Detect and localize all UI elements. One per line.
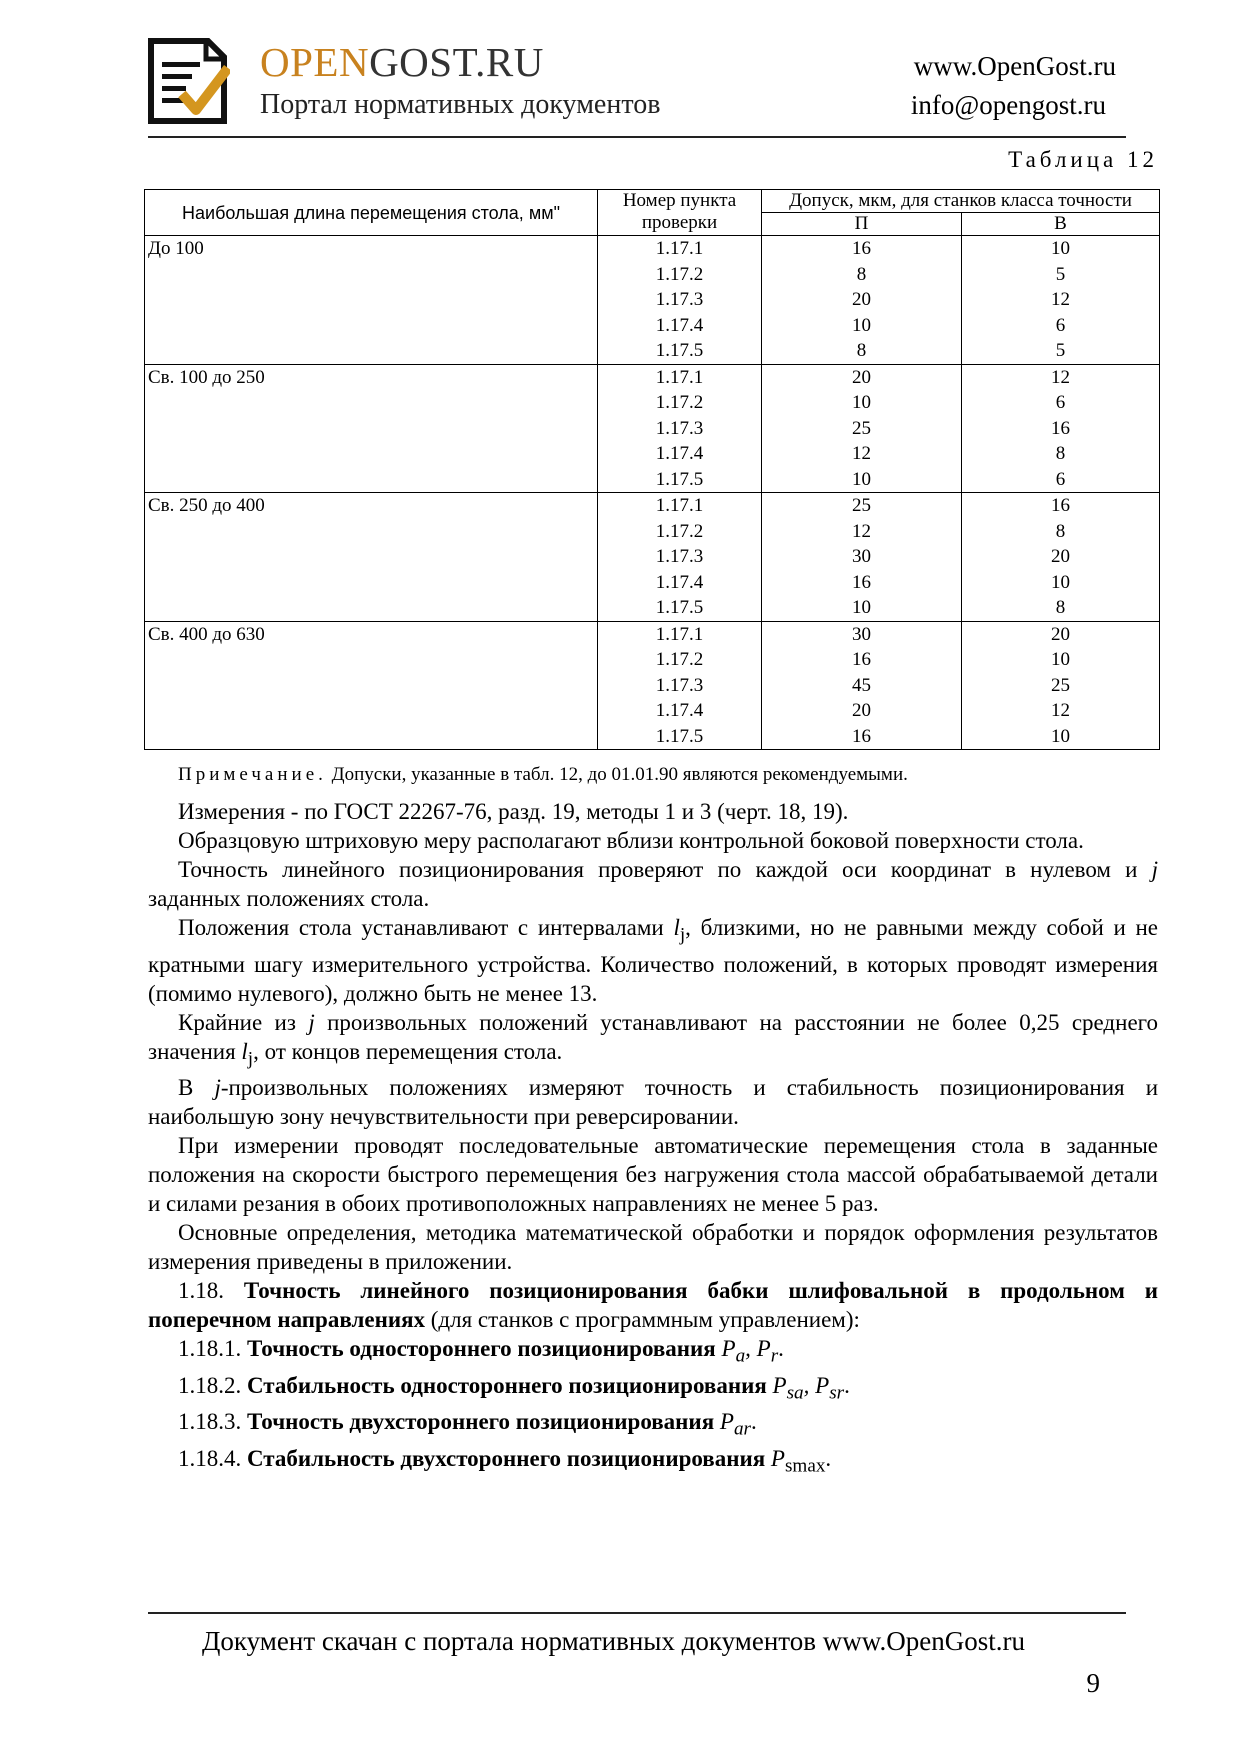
- table-row: [145, 236, 1160, 365]
- header-class-p: П: [762, 213, 962, 236]
- body-text: [148, 797, 1158, 1481]
- check-item-value: 1.17.4: [655, 314, 704, 336]
- paragraph: [148, 913, 1158, 1008]
- check-item-cell: [598, 493, 762, 622]
- subscript: sr: [829, 1382, 845, 1404]
- class-v-value: 20: [1051, 546, 1070, 567]
- class-v-value: 20: [1051, 623, 1070, 645]
- class-v-value: 8: [1055, 597, 1066, 618]
- class-v-value: 16: [1051, 495, 1070, 516]
- check-item-value: 1.17.4: [655, 443, 704, 464]
- class-v-value: 10: [1051, 725, 1070, 747]
- class-p-value: 20: [852, 366, 871, 388]
- note-text: Допуски, указанные в табл. 12, до 01.01.90 являются рекомендуемыми.: [331, 764, 908, 785]
- class-p-cell: [762, 236, 962, 365]
- subscript: j: [679, 924, 686, 946]
- header-divider: [148, 136, 1126, 138]
- header-check-item-line2: проверки: [641, 212, 718, 233]
- text-run: Крайние из: [178, 1009, 309, 1035]
- class-p-value: 30: [852, 546, 871, 567]
- check-item-value: 1.17.2: [655, 392, 704, 413]
- class-p-value: 45: [852, 674, 871, 696]
- check-item-value: 1.17.2: [655, 520, 704, 542]
- section-1-18-1: [148, 1334, 1158, 1371]
- site-tagline: Портал нормативных документов: [260, 89, 661, 120]
- class-v-value: 12: [1051, 700, 1070, 721]
- paragraph: [148, 1073, 1158, 1131]
- class-v-value: 6: [1055, 468, 1066, 490]
- section-1-18-3: [148, 1407, 1158, 1444]
- text-run: заданных положениях стола.: [148, 886, 430, 911]
- text-run: произвольных положений устанавливают на расстоянии не более 0,25 среднего значения: [148, 1009, 1159, 1064]
- section-number: 1.18.2.: [178, 1372, 247, 1398]
- subscript: a: [735, 1345, 746, 1367]
- text-run: , близкими, но не равными между собой и не кратными шагу измерительного устройства. Количество положений, в которых проводят измерения (помимо нулевого), должно быть не менее 13.: [148, 915, 1158, 1006]
- section-1-18: [148, 1276, 1158, 1334]
- paragraph: [148, 855, 1158, 913]
- class-p-value: 10: [852, 392, 871, 413]
- text-run: Положения стола устанавливают с интервалами: [178, 915, 674, 940]
- check-item-value: 1.17.5: [655, 340, 704, 361]
- class-p-value: 20: [852, 289, 871, 310]
- subscript: smax: [784, 1455, 826, 1477]
- paragraph: Измерения - по ГОСТ 22267-76, разд. 19, методы 1 и 3 (черт. 18, 19).: [178, 799, 849, 824]
- class-p-value: 12: [852, 520, 871, 542]
- section-title: Точность линейного позиционирования бабки шлифовальной в продольном и поперечном направлениях: [148, 1278, 1159, 1333]
- table-row: [145, 621, 1160, 750]
- class-v-value: 5: [1055, 263, 1066, 285]
- class-p-value: 10: [852, 597, 871, 618]
- check-item-value: 1.17.3: [655, 417, 704, 439]
- brand-accent: OPEN: [260, 39, 370, 85]
- class-v-value: 10: [1051, 238, 1070, 259]
- range-cell: До 100: [145, 236, 598, 365]
- subscript: sa: [786, 1382, 804, 1404]
- check-item-value: 1.17.5: [655, 468, 704, 490]
- range-cell: Св. 250 до 400: [145, 493, 598, 622]
- paragraph: Образцовую штриховую меру располагают вблизи контрольной боковой поверхности стола.: [178, 828, 1084, 853]
- symbol-p: , P: [803, 1372, 830, 1398]
- subscript: ar: [733, 1418, 751, 1440]
- email-link[interactable]: info@opengost.ru: [910, 90, 1106, 120]
- class-v-value: 6: [1055, 392, 1066, 413]
- class-p-value: 16: [852, 649, 871, 670]
- brand-rest: GOST.RU: [369, 39, 544, 85]
- class-v-value: 8: [1055, 520, 1066, 542]
- check-item-value: 1.17.5: [655, 725, 704, 747]
- site-brand[interactable]: [260, 38, 544, 86]
- table-row: [145, 364, 1160, 493]
- class-p-value: 8: [856, 340, 867, 361]
- check-item-value: 1.17.3: [655, 674, 704, 696]
- class-p-cell: [762, 493, 962, 622]
- class-v-value: 25: [1051, 674, 1070, 696]
- class-p-value: 20: [852, 700, 871, 721]
- class-p-value: 30: [852, 623, 871, 645]
- class-p-value: 25: [852, 417, 871, 439]
- table-note: [178, 763, 908, 787]
- site-url-link[interactable]: www.OpenGost.ru: [913, 51, 1116, 81]
- range-cell: Св. 400 до 630: [145, 621, 598, 750]
- class-v-value: 12: [1051, 289, 1070, 310]
- class-v-cell: [962, 364, 1160, 493]
- class-p-value: 10: [852, 314, 871, 336]
- class-v-value: 6: [1055, 314, 1066, 336]
- note-label: Примечание.: [178, 764, 327, 785]
- check-item-cell: [598, 236, 762, 365]
- class-v-value: 12: [1051, 366, 1070, 388]
- check-item-value: 1.17.2: [655, 649, 704, 670]
- symbol-j: j: [308, 1009, 315, 1035]
- check-item-value: 1.17.1: [655, 366, 704, 388]
- class-p-value: 12: [852, 443, 871, 464]
- text-run: В: [178, 1075, 215, 1101]
- page-header: [148, 38, 1126, 135]
- symbol-p: P: [765, 1445, 785, 1471]
- class-p-value: 16: [852, 571, 871, 593]
- text-run: -произвольных положениях измеряют точность и стабильность позиционирования и наибольшую зону нечувствительности при реверсировании.: [148, 1075, 1158, 1130]
- header-class-v: В: [962, 213, 1160, 236]
- section-title: Точность одностороннего позиционирования: [247, 1336, 716, 1362]
- symbol-j: j: [1151, 857, 1158, 882]
- check-item-value: 1.17.4: [655, 571, 704, 593]
- class-v-value: 16: [1051, 417, 1070, 439]
- class-p-value: 8: [856, 263, 867, 285]
- symbol-p: , P: [745, 1336, 771, 1362]
- symbol-j: j: [214, 1075, 221, 1101]
- footer-divider: [148, 1612, 1126, 1614]
- class-p-value: 10: [852, 468, 871, 490]
- check-item-cell: [598, 364, 762, 493]
- check-item-value: 1.17.3: [655, 546, 704, 567]
- class-v-cell: [962, 493, 1160, 622]
- class-p-cell: [762, 364, 962, 493]
- class-p-value: 16: [852, 238, 871, 259]
- header-max-length: Наибольшая длина перемещения стола, мм": [145, 190, 598, 236]
- class-p-value: 16: [852, 725, 871, 747]
- check-item-value: 1.17.1: [655, 238, 704, 259]
- symbol-p: P: [715, 1336, 736, 1362]
- section-1-18-2: [148, 1371, 1158, 1408]
- class-v-cell: [962, 236, 1160, 365]
- check-item-value: 1.17.2: [655, 263, 704, 285]
- page-number: 9: [1086, 1668, 1100, 1698]
- check-item-cell: [598, 621, 762, 750]
- text-run: .: [778, 1336, 784, 1362]
- symbol-p: P: [766, 1372, 787, 1398]
- document-checkmark-icon: [148, 38, 230, 124]
- paragraph: [148, 1008, 1158, 1074]
- symbol-l: l: [241, 1038, 248, 1064]
- symbol-p: P: [714, 1409, 734, 1435]
- class-p-cell: [762, 621, 962, 750]
- class-v-cell: [962, 621, 1160, 750]
- check-item-value: 1.17.1: [655, 623, 704, 645]
- paragraph: Основные определения, методика математической обработки и порядок оформления результатов измерения приведены в приложении.: [148, 1220, 1158, 1275]
- class-v-value: 5: [1055, 340, 1066, 361]
- section-1-18-4: [148, 1444, 1158, 1481]
- text-run: .: [825, 1445, 832, 1471]
- header-tolerance: Допуск, мкм, для станков класса точности: [762, 190, 1160, 213]
- footer-download-note[interactable]: Документ скачан с портала нормативных документов www.OpenGost.ru: [202, 1626, 1025, 1656]
- table-row: [145, 493, 1160, 622]
- text-run: Точность линейного позиционирования проверяют по каждой оси координат в нулевом и: [178, 857, 1152, 882]
- section-number: 1.18.4.: [178, 1445, 247, 1471]
- class-p-value: 25: [852, 495, 871, 516]
- table-title: Таблица 12: [1008, 147, 1158, 172]
- section-title: Стабильность двухстороннего позиционирования: [247, 1445, 766, 1471]
- subscript: r: [770, 1345, 779, 1367]
- section-number: 1.18.3.: [178, 1409, 247, 1435]
- class-v-value: 10: [1051, 649, 1070, 670]
- section-title: Точность двухстороннего позиционирования: [247, 1409, 715, 1435]
- section-number: 1.18.: [178, 1278, 244, 1304]
- section-title: Стабильность одностороннего позиционирования: [247, 1372, 767, 1398]
- range-cell: Св. 100 до 250: [145, 364, 598, 493]
- check-item-value: 1.17.4: [655, 700, 704, 721]
- class-v-value: 10: [1051, 571, 1070, 593]
- text-run: .: [844, 1372, 850, 1398]
- class-v-value: 8: [1055, 443, 1066, 464]
- subscript: j: [247, 1048, 254, 1070]
- header-check-item: [598, 190, 762, 236]
- text-run: .: [751, 1409, 757, 1435]
- tolerance-table: [144, 189, 1160, 750]
- paragraph: При измерении проводят последовательные автоматические перемещения стола в заданные положения на скорости быстрого перемещения без нагружения стола массой обрабатываемой детали и силами резания в обоих противоположных направлениях не менее 5 раз.: [148, 1133, 1158, 1217]
- check-item-value: 1.17.3: [655, 289, 704, 310]
- symbol-l: l: [673, 915, 680, 940]
- section-number: 1.18.1.: [178, 1336, 247, 1362]
- header-check-item-line1: Номер пункта: [622, 190, 737, 211]
- text-run: (для станков с программным управлением):: [425, 1307, 860, 1333]
- text-run: , от концов перемещения стола.: [253, 1038, 563, 1064]
- check-item-value: 1.17.1: [655, 495, 704, 516]
- check-item-value: 1.17.5: [655, 597, 704, 618]
